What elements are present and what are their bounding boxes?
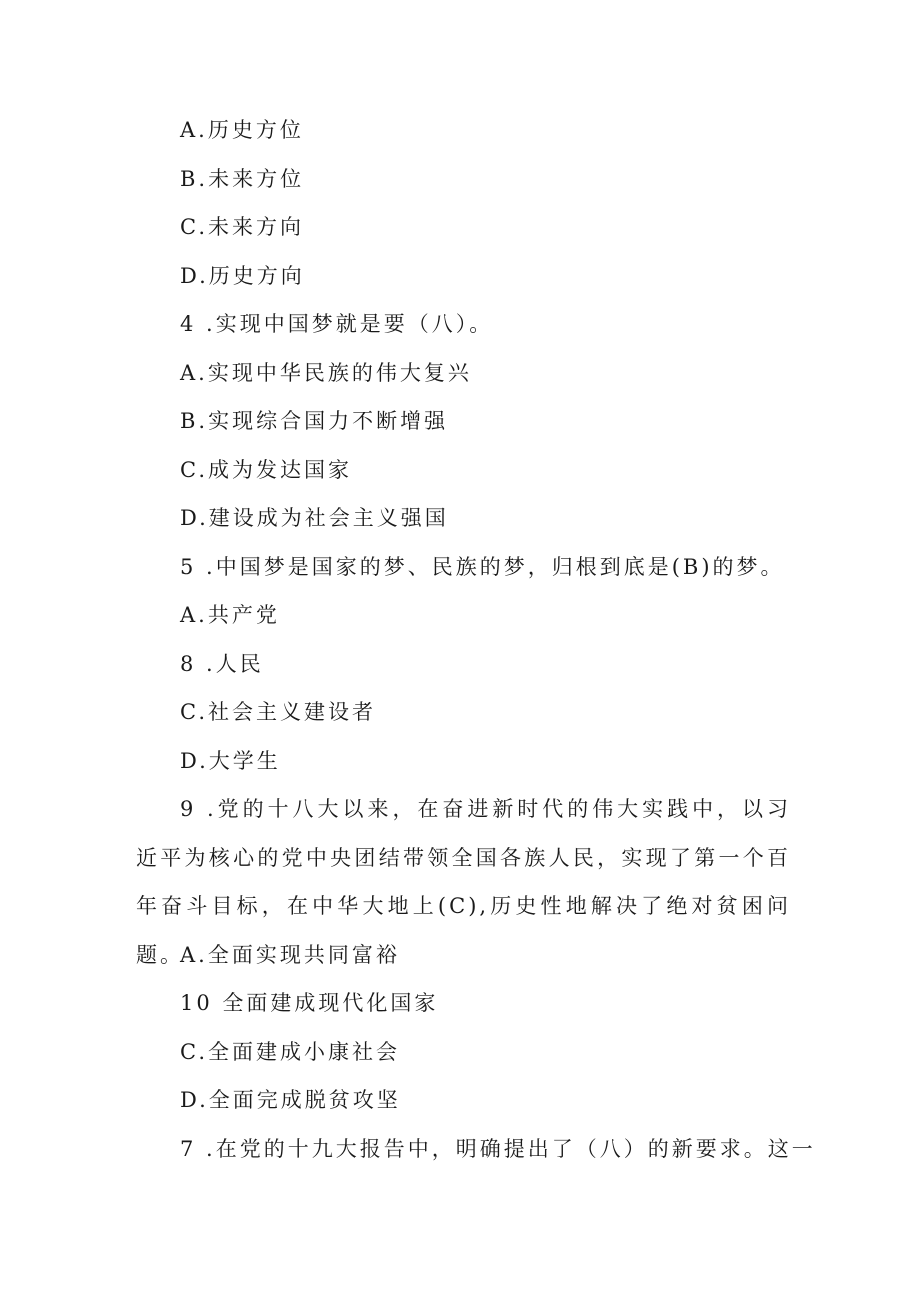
question-line: 4 .实现中国梦就是要（八）。 [180,312,494,336]
option-line: B.实现综合国力不断增强 [180,409,449,433]
option-line: 8 .人民 [180,652,264,676]
option-line: C.成为发达国家 [180,458,352,482]
option-line: A.历史方位 [180,118,304,142]
option-line: D.建设成为社会主义强国 [180,506,449,530]
question-paragraph-text: 9 .党的十八大以来，在奋进新时代的伟大实践中，以习近平为核心的党中央团结带领全国各族人民，实现了第一个百年奋斗目标，在中华大地上(C),历史性地解决了绝对贫困问题。 [136,797,791,967]
option-line: B.未来方位 [180,167,305,191]
option-line: D.历史方向 [180,264,305,288]
option-line: 10 全面建成现代化国家 [180,991,439,1015]
question-line: 7 .在党的十九大报告中，明确提出了（八）的新要求。这一 [180,1137,816,1161]
option-line: A.共产党 [180,603,280,627]
option-line: D.全面完成脱贫攻坚 [180,1088,401,1112]
option-line: A.实现中华民族的伟大复兴 [180,361,472,385]
question-line: 5 .中国梦是国家的梦、民族的梦，归根到底是(B)的梦。 [180,555,785,579]
option-line: C.全面建成小康社会 [180,1040,400,1064]
option-line: C.社会主义建设者 [180,700,376,724]
option-line: D.大学生 [180,749,281,773]
option-line: C.未来方向 [180,215,304,239]
option-line: A.全面实现共同富裕 [180,943,400,967]
